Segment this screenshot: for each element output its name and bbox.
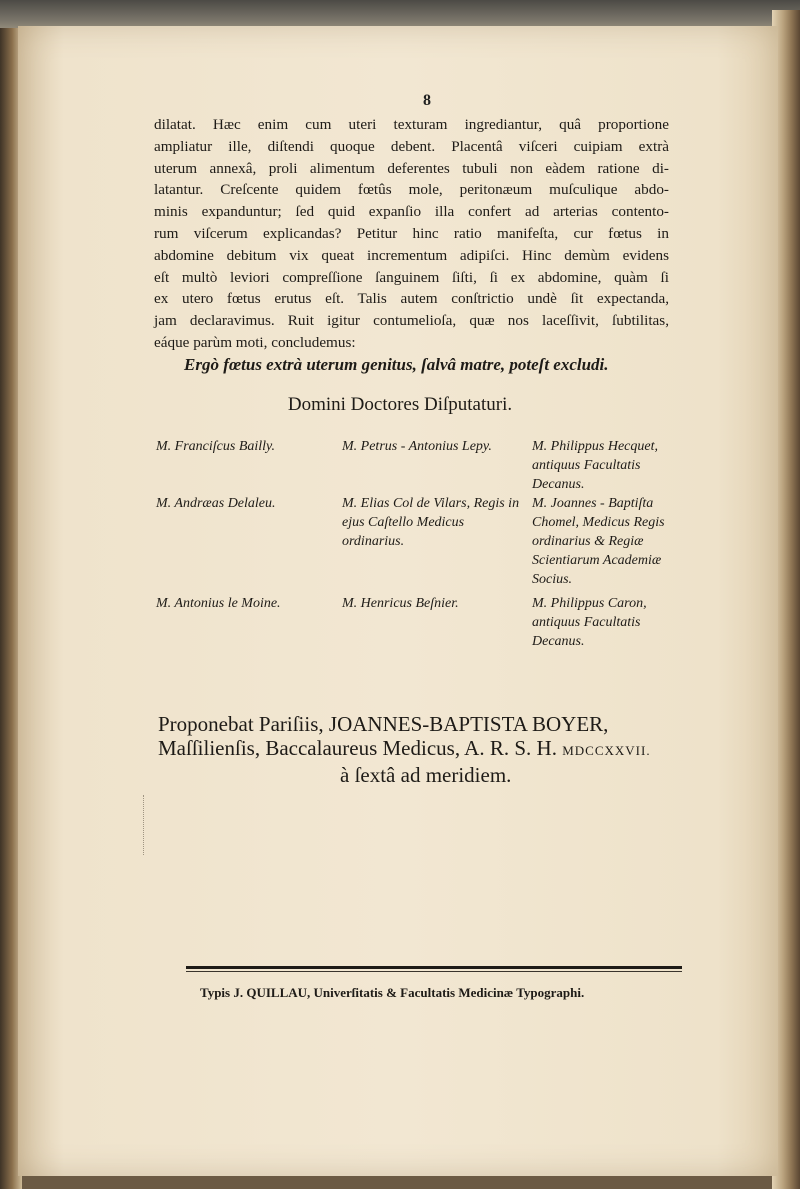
body-line: abdomine debitum vix queat incrementum adipiſci. Hinc demùm evidens	[154, 246, 669, 264]
proponebat-block	[158, 712, 708, 787]
body-line: dilatat. Hæc enim cum uteri texturam ingrediantur, quâ proportione	[154, 116, 669, 133]
body-paragraph	[154, 114, 669, 354]
doctor-name: M. Elias Col de Vilars, Regis in ejus Caſtello Medicus ordinarius.	[342, 496, 520, 549]
doctors-row	[156, 494, 696, 594]
body-line: rum viſcerum explicandas? Petitur hinc ratio manifeſta, cur fœtus in	[154, 224, 669, 242]
doctor-name: M. Philippus Caron, antiquus Facultatis Decanus.	[532, 596, 647, 649]
printer-rule	[186, 966, 682, 969]
page-number: 8	[423, 92, 431, 109]
body-line: eáque parùm moti, concludemus:	[154, 333, 356, 351]
proponebat-affiliation: Maſſilienſis, Baccalaureus Medicus, A. R. S. H.	[158, 736, 563, 760]
doctors-row	[156, 437, 696, 494]
body-line: ex utero fœtus erutus eſt. Talis autem conſtrictio undè ſit expectanda,	[154, 290, 669, 308]
doctor-name: M. Andræas Delaleu.	[156, 496, 276, 511]
doctor-name: M. Philippus Hecquet, antiquus Facultatis Decanus.	[532, 439, 658, 492]
body-line: jam declaravimus. Ruit igitur contumelioſa, quæ nos laceſſivit, ſubtilitas,	[154, 312, 669, 330]
doctors-row	[156, 594, 696, 654]
conclusion-thesis: Ergò fœtus extrà uterum genitus, ſalvâ matre, poteſt excludi.	[184, 355, 609, 374]
body-line: minis expanduntur; ſed quid expanſio illa confert ad arterias contento-	[154, 203, 669, 221]
proponebat-line: Proponebat Pariſiis, JOANNES-BAPTISTA BOYER,	[158, 712, 609, 736]
doctors-list	[156, 437, 696, 654]
proponebat-year: MDCCXXVII.	[562, 743, 651, 758]
doctor-name: M. Antonius le Moine.	[156, 596, 281, 611]
doctor-name: M. Joannes - Baptiſta Chomel, Medicus Regis ordinarius & Regiæ Scientiarum Academiæ Socius.	[532, 496, 665, 587]
doctores-heading: Domini Doctores Diſputaturi.	[287, 394, 513, 415]
printer-imprint: Typis J. QUILLAU, Univerſitatis & Facultatis Medicinæ Typographi.	[200, 985, 585, 1000]
doctor-name: M. Henricus Beſnier.	[342, 596, 459, 611]
body-line: latantur. Creſcente quidem fœtûs mole, peritonæum muſculique abdo-	[154, 181, 669, 199]
printer-rule-thin	[186, 971, 682, 972]
body-line: ampliatur ille, diſtendi quoque debent. Placentâ viſceri cuipiam extrà	[154, 137, 669, 155]
proponebat-line: à ſextâ ad meridiem.	[340, 763, 512, 787]
proponebat-line	[158, 736, 708, 763]
margin-annotation-mark	[143, 795, 166, 855]
doctor-name: M. Franciſcus Bailly.	[156, 439, 275, 454]
doctor-name: M. Petrus - Antonius Lepy.	[342, 439, 492, 454]
body-line: eſt multò leviori compreſſione ſanguinem ſiſti, ſi ex abdomine, quàm ſi	[154, 268, 669, 286]
body-line: uterum annexâ, proli alimentum deferentes tubuli non eàdem ratione di-	[154, 159, 669, 177]
